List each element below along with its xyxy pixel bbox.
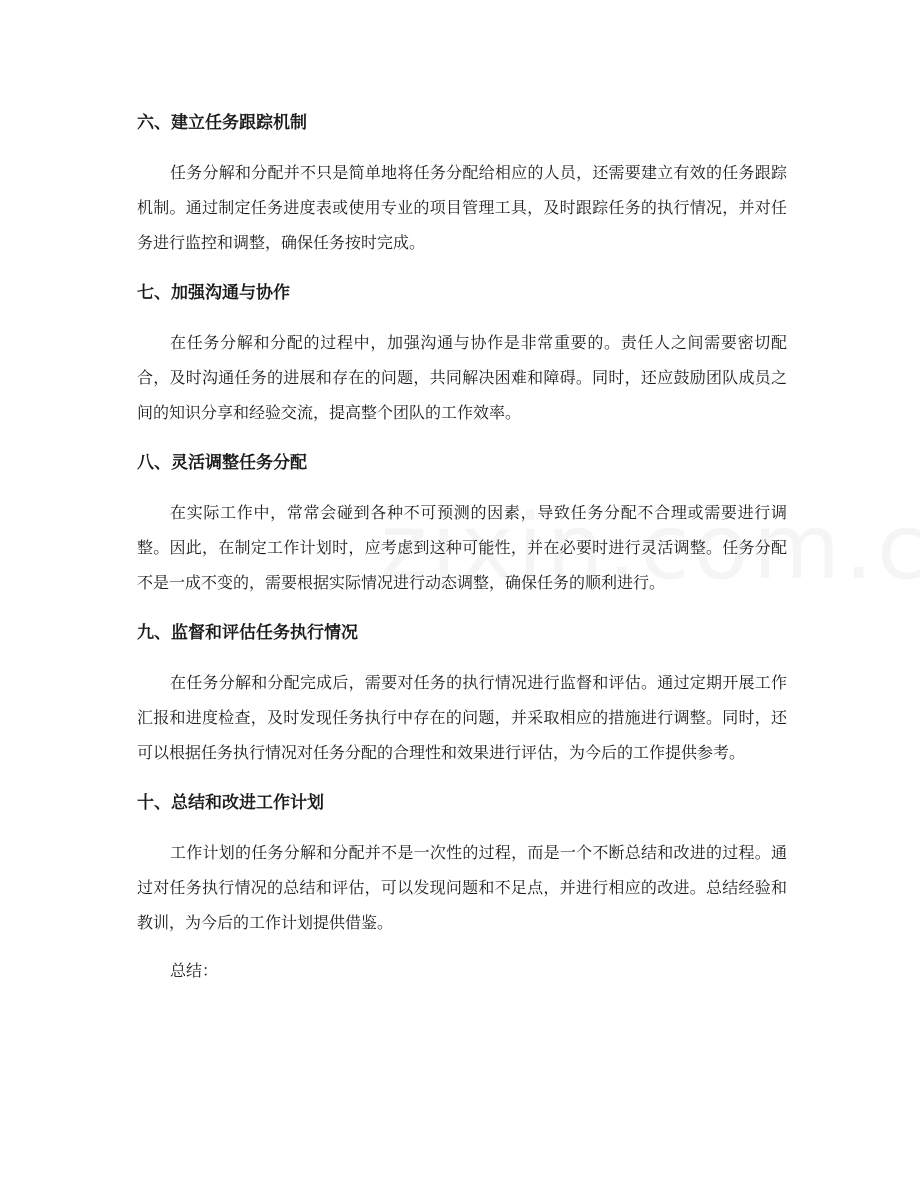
section-heading: 九、监督和评估任务执行情况 [137,623,358,643]
section-paragraph: 工作计划的任务分解和分配并不是一次性的过程，而是一个不断总结和改进的过程。通过对任务执行情况的总结和评估，可以发现问题和不足点，并进行相应的改进。总结经验和教训，为今后的工作计划提供借鉴。 [137,843,787,932]
section-10 [137,783,787,953]
section-heading: 六、建立任务跟踪机制 [137,113,307,133]
section-7 [137,273,787,443]
document-content [137,103,787,988]
section-8 [137,443,787,613]
section-6 [137,103,787,273]
section-heading: 七、加强沟通与协作 [137,283,290,303]
section-heading: 八、灵活调整任务分配 [137,453,307,473]
section-paragraph: 任务分解和分配并不只是简单地将任务分配给相应的人员，还需要建立有效的任务跟踪机制。通过制定任务进度表或使用专业的项目管理工具，及时跟踪任务的执行情况，并对任务进行监控和调整，确保任务按时完成。 [137,163,787,252]
section-9 [137,613,787,783]
section-paragraph: 在任务分解和分配的过程中，加强沟通与协作是非常重要的。责任人之间需要密切配合，及时沟通任务的进展和存在的问题，共同解决困难和障碍。同时，还应鼓励团队成员之间的知识分享和经验交流，提高整个团队的工作效率。 [137,333,787,422]
section-heading: 十、总结和改进工作计划 [137,793,324,813]
section-paragraph: 在实际工作中，常常会碰到各种不可预测的因素，导致任务分配不合理或需要进行调整。因此，在制定工作计划时，应考虑到这种可能性，并在必要时进行灵活调整。任务分配不是一成不变的，需要根据实际情况进行动态调整，确保任务的顺利进行。 [137,503,787,592]
summary-label: 总结： [170,961,219,980]
section-paragraph: 在任务分解和分配完成后，需要对任务的执行情况进行监督和评估。通过定期开展工作汇报和进度检查，及时发现任务执行中存在的问题，并采取相应的措施进行调整。同时，还可以根据任务执行情况对任务分配的合理性和效果进行评估，为今后的工作提供参考。 [137,673,787,762]
